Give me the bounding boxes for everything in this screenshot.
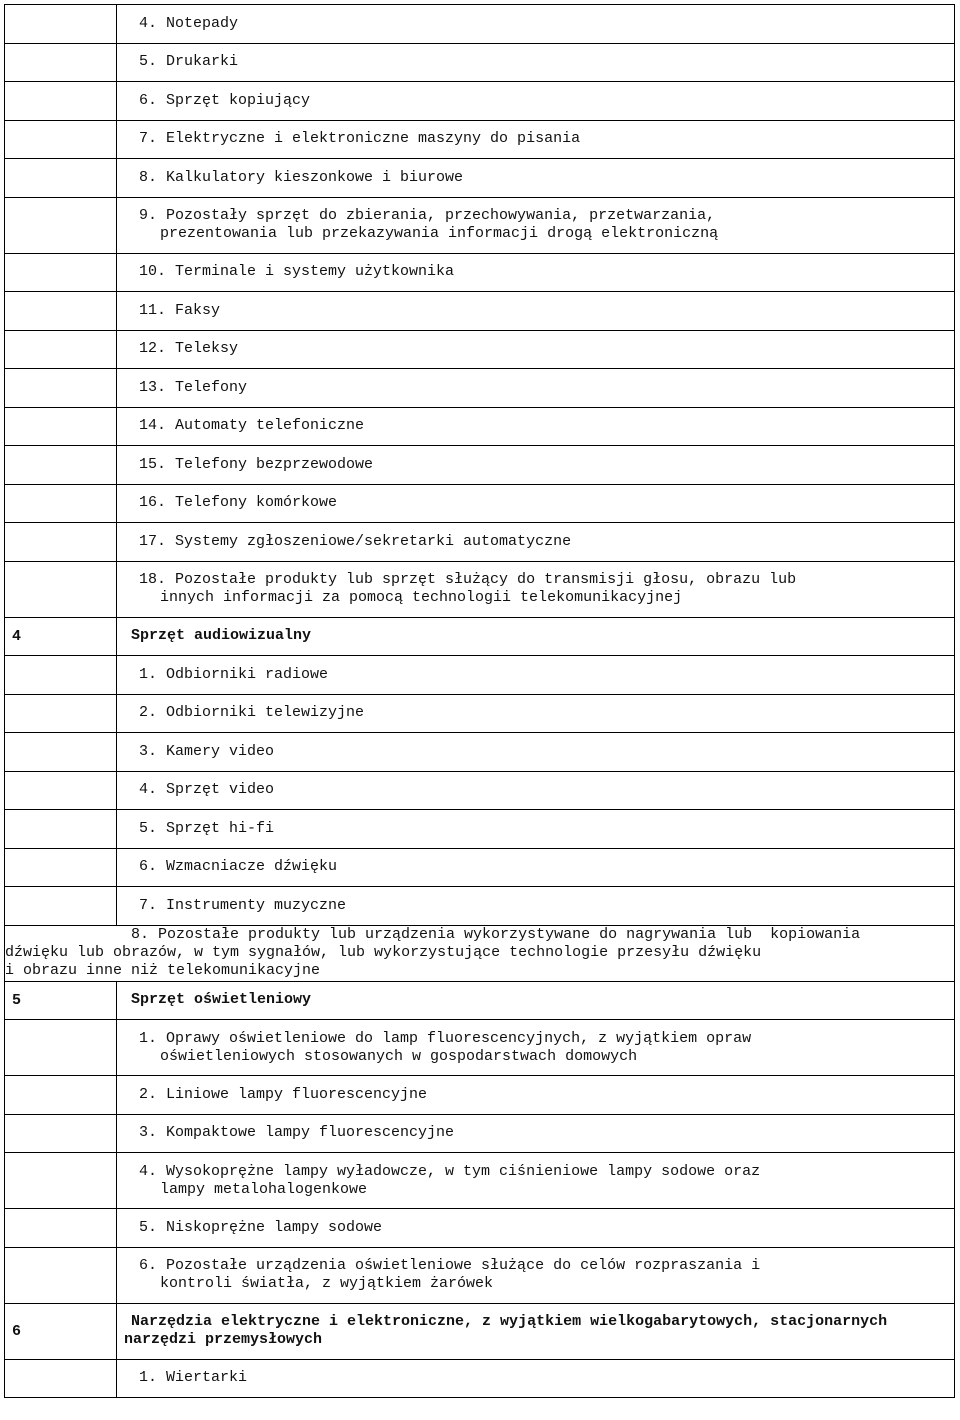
item-cell (117, 253, 955, 292)
item-text-line: 11. Faksy (139, 301, 221, 319)
item-text-line: 16. Telefony komórkowe (139, 494, 338, 512)
table-row (5, 484, 955, 523)
table-row (5, 82, 955, 121)
category-number-cell (5, 1076, 117, 1115)
item-cell (117, 120, 955, 159)
table-row (5, 523, 955, 562)
category-number-cell (5, 771, 117, 810)
item-cell (117, 656, 955, 695)
item-text-line: innych informacji za pomocą technologii telekomunikacyjnej (160, 589, 683, 606)
table-row (5, 925, 955, 981)
category-number-cell (5, 656, 117, 695)
category-row (5, 981, 955, 1020)
item-cell (117, 292, 955, 331)
category-title-cell (117, 981, 955, 1020)
item-text-line: 4. Sprzęt video (139, 781, 275, 799)
item-text-line: 4. Notepady (139, 14, 239, 32)
category-number-cell (5, 159, 117, 198)
category-number-cell (5, 887, 117, 926)
item-cell (117, 561, 955, 617)
item-text-line: i obrazu inne niż telekomunikacyjne (5, 962, 321, 979)
item-text-line: 2. Liniowe lampy fluorescencyjne (139, 1085, 428, 1103)
item-text-line: 3. Kompaktowe lampy fluorescencyjne (139, 1124, 455, 1142)
item-text-line: 6. Wzmacniacze dźwięku (139, 858, 338, 876)
item-text-line: 10. Terminale i systemy użytkownika (139, 263, 455, 281)
item-cell (117, 1114, 955, 1153)
category-title-line: narzędzi przemysłowych (124, 1331, 323, 1348)
category-number-cell (5, 1359, 117, 1398)
category-number-cell (5, 253, 117, 292)
table-row (5, 1247, 955, 1303)
category-title-cell (117, 617, 955, 656)
category-number-cell (5, 848, 117, 887)
table-row (5, 369, 955, 408)
item-text-line: prezentowania lub przekazywania informacji drogą elektroniczną (160, 225, 719, 242)
item-cell (117, 484, 955, 523)
item-cell (117, 330, 955, 369)
table-row (5, 1359, 955, 1398)
item-cell (117, 446, 955, 485)
item-text-line: kontroli światła, z wyjątkiem żarówek (160, 1275, 494, 1292)
item-cell (117, 369, 955, 408)
category-table (4, 4, 955, 1398)
item-cell (117, 197, 955, 253)
table-row (5, 656, 955, 695)
category-number-cell (5, 1247, 117, 1303)
table-row (5, 694, 955, 733)
item-text-line: 6. Pozostałe urządzenia oświetleniowe służące do celów rozpraszania i (139, 1257, 761, 1274)
item-text-line: dźwięku lub obrazów, w tym sygnałów, lub wykorzystujące technologie przesyłu dźwięku (5, 944, 762, 961)
item-text-line: 2. Odbiorniki telewizyjne (139, 704, 365, 722)
item-cell (117, 887, 955, 926)
item-cell (117, 407, 955, 446)
item-cell (117, 771, 955, 810)
category-number-cell (5, 1114, 117, 1153)
item-text-line: lampy metalohalogenkowe (160, 1180, 368, 1198)
category-title-cell (117, 1303, 955, 1359)
category-number-cell (5, 561, 117, 617)
item-cell (117, 1153, 955, 1209)
item-text-line: 7. Elektryczne i elektroniczne maszyny do pisania (139, 130, 581, 148)
item-text-line: 5. Drukarki (139, 53, 239, 71)
item-cell (117, 1359, 955, 1398)
item-text-line: 4. Wysokoprężne lampy wyładowcze, w tym ciśnieniowe lampy sodowe oraz (139, 1162, 761, 1180)
item-cell (117, 523, 955, 562)
category-number-cell (5, 1153, 117, 1209)
category-number-cell (5, 484, 117, 523)
item-cell (117, 848, 955, 887)
item-cell (117, 810, 955, 849)
item-cell (117, 1020, 955, 1076)
item-text-line: 8. Pozostałe produkty lub urządzenia wykorzystywane do nagrywania lub kopiowania (131, 926, 861, 943)
table-row (5, 120, 955, 159)
item-text-line: 13. Telefony (139, 378, 248, 396)
item-cell (117, 1076, 955, 1115)
item-cell (117, 694, 955, 733)
table-row (5, 1020, 955, 1076)
item-text-line: 3. Kamery video (139, 742, 275, 760)
item-text-line: 12. Teleksy (139, 340, 239, 358)
item-cell (117, 1209, 955, 1248)
table-row (5, 292, 955, 331)
item-text-line: 5. Sprzęt hi-fi (139, 819, 275, 837)
table-row (5, 810, 955, 849)
category-number-cell (5, 369, 117, 408)
category-number-cell (5, 810, 117, 849)
item-text-line: 5. Niskoprężne lampy sodowe (139, 1218, 383, 1236)
table-row (5, 887, 955, 926)
item-text-line: oświetleniowych stosowanych w gospodarstwach domowych (160, 1047, 638, 1065)
category-number-cell (5, 1209, 117, 1248)
table-row (5, 1209, 955, 1248)
item-text-line: 17. Systemy zgłoszeniowe/sekretarki automatyczne (139, 532, 572, 550)
category-number-cell (5, 446, 117, 485)
category-number-cell (5, 694, 117, 733)
table-row (5, 197, 955, 253)
category-number-cell (5, 43, 117, 82)
table-row (5, 848, 955, 887)
category-number-cell (5, 1020, 117, 1076)
table-row (5, 1153, 955, 1209)
item-cell (117, 1247, 955, 1303)
category-number-cell (5, 407, 117, 446)
table-body (5, 5, 955, 1398)
item-text-line: 1. Odbiorniki radiowe (139, 665, 329, 683)
item-cell (117, 82, 955, 121)
table-row (5, 1076, 955, 1115)
table-row (5, 159, 955, 198)
category-number-cell (5, 523, 117, 562)
item-text-line: 15. Telefony bezprzewodowe (139, 455, 374, 473)
item-text-line: 18. Pozostałe produkty lub sprzęt służący do transmisji głosu, obrazu lub (139, 571, 797, 588)
table-row (5, 43, 955, 82)
category-row (5, 1303, 955, 1359)
item-text-line: 1. Wiertarki (139, 1369, 248, 1387)
category-number-cell: 4 (5, 617, 117, 656)
table-row (5, 733, 955, 772)
category-title-line: Sprzęt audiowizualny (131, 627, 312, 645)
category-title-line: Sprzęt oświetleniowy (131, 991, 312, 1009)
item-text-line: 1. Oprawy oświetleniowe do lamp fluorescencyjnych, z wyjątkiem opraw (139, 1029, 752, 1047)
item-cell (117, 733, 955, 772)
item-text-line: 9. Pozostały sprzęt do zbierania, przechowywania, przetwarzania, (139, 207, 716, 224)
table-row (5, 407, 955, 446)
table-row (5, 446, 955, 485)
table-row (5, 561, 955, 617)
category-number-cell (5, 292, 117, 331)
item-cell (117, 159, 955, 198)
item-cell (117, 43, 955, 82)
table-row (5, 330, 955, 369)
table-row (5, 5, 955, 44)
item-text-line: 7. Instrumenty muzyczne (139, 896, 347, 914)
category-number-cell: 6 (5, 1303, 117, 1359)
category-number-cell (5, 733, 117, 772)
category-number-cell (5, 197, 117, 253)
category-number-cell (5, 330, 117, 369)
category-number-cell (5, 5, 117, 44)
table-row (5, 771, 955, 810)
item-cell (117, 5, 955, 44)
category-number-cell (5, 120, 117, 159)
category-row (5, 617, 955, 656)
category-title-line: Narzędzia elektryczne i elektroniczne, z wyjątkiem wielkogabarytowych, stacjonarnych (131, 1313, 888, 1330)
category-number-cell (5, 82, 117, 121)
category-number-cell: 5 (5, 981, 117, 1020)
item-text-line: 6. Sprzęt kopiujący (139, 91, 311, 109)
table-row (5, 253, 955, 292)
item-cell-wide (5, 925, 955, 981)
item-text-line: 14. Automaty telefoniczne (139, 417, 365, 435)
item-text-line: 8. Kalkulatory kieszonkowe i biurowe (139, 168, 464, 186)
table-row (5, 1114, 955, 1153)
